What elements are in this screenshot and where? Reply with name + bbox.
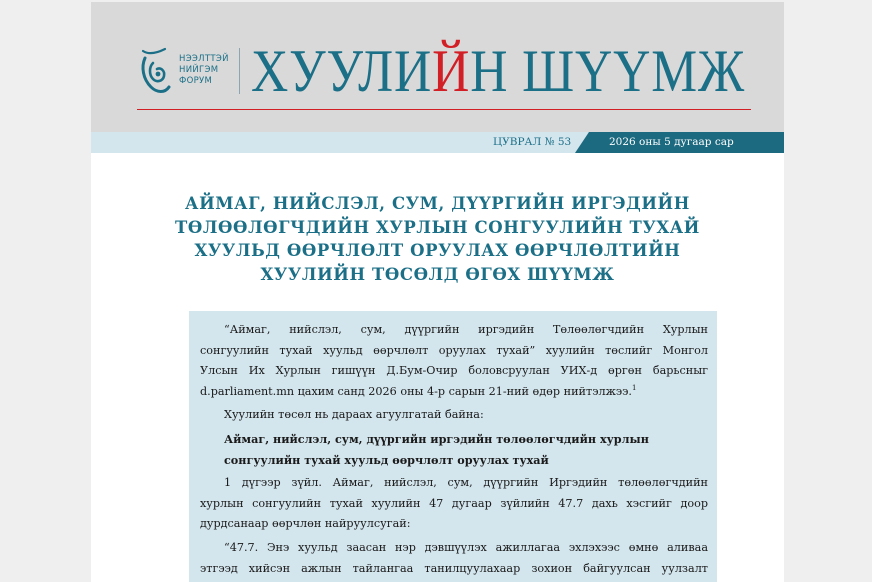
law-title-line: сонгуулийн тухай хуульд өөрчлөлт оруулах тухай bbox=[224, 452, 549, 467]
issue-date: 2026 оны 5 дугаар сар bbox=[609, 136, 734, 148]
heading-line: ХУУЛЬД ӨӨРЧЛӨЛТ ОРУУЛАХ ӨӨРЧЛӨЛТИЙН bbox=[194, 241, 681, 260]
paragraph-line: “47.7. Энэ хуульд заасан нэр дэвшүүлэх ажиллагаа эхлэхээс өмнө аливаа bbox=[224, 540, 708, 554]
logo-line: НИЙГЭМ bbox=[179, 65, 219, 75]
heading-line: ХУУЛИЙН ТӨСӨЛД ӨГӨХ ШҮҮМЖ bbox=[260, 264, 615, 284]
law-title-line: Аймаг, нийслэл, сум, дүүргийн иргэдийн төлөөлөгчдийн хурлын bbox=[224, 431, 649, 446]
logo-line: ФОРУМ bbox=[179, 76, 213, 86]
forum-logo-icon bbox=[139, 45, 173, 97]
title-part: ХУУЛИ bbox=[251, 38, 433, 104]
logo-line: НЭЭЛТТЭЙ bbox=[179, 54, 229, 64]
logo-wordmark bbox=[179, 54, 229, 87]
paragraph-line: “Аймаг, нийслэл, сум, дүүргийн иргэдийн Төлөөлөгчдийн Хурлын bbox=[224, 323, 708, 336]
paragraph-line: сонгуулийн тухай хуульд өөрчлөлт оруулах тухай” хуулийн төслийг Монгол bbox=[200, 343, 708, 357]
paragraph-line: хурлын сонгуулийн тухай хуулийн 47 дугаар зүйлийн 47.7 дахь хэсгийг доор bbox=[200, 496, 708, 510]
paragraph-line bbox=[200, 382, 708, 403]
paragraph-line: этгээд хийсэн ажлын тайлангаа танилцуулахаар зохион байгуулсан уулзалт bbox=[200, 561, 708, 575]
paragraph-line: Улсын Их Хурлын гишүүн Д.Бум-Очир боловсруулан УИХ-д өргөн барьсныг bbox=[200, 364, 708, 378]
paragraph-line: 1 дүгээр зүйл. Аймаг, нийслэл, сум, дүүргийн Иргэдийн төлөөлөгчдийн bbox=[224, 476, 708, 490]
document-heading bbox=[151, 192, 724, 286]
publication-title bbox=[251, 36, 745, 106]
heading-line: ТӨЛӨӨЛӨГЧДИЙН ХУРЛЫН СОНГУУЛИЙН ТУХАЙ bbox=[174, 217, 700, 237]
title-accent-letter: Й bbox=[432, 38, 471, 104]
summary-text bbox=[200, 320, 708, 579]
paragraph-line: Хуулийн төсөл нь дараах агуулгатай байна: bbox=[224, 408, 484, 422]
document-page bbox=[91, 2, 784, 582]
masthead-rule bbox=[137, 109, 751, 110]
title-part: Н ШҮҮМЖ bbox=[470, 38, 746, 104]
paragraph-line: дурдсанаар өөрчлөн найруулсугай: bbox=[200, 517, 411, 531]
logo-divider bbox=[239, 48, 240, 94]
paragraph-text: d.parliament.mn цахим санд 2026 оны 4-р сарын 21-ний өдөр нийтэлжээ. bbox=[200, 384, 632, 398]
heading-line: АЙМАГ, НИЙСЛЭЛ, СУМ, ДҮҮРГИЙН ИРГЭДИЙН bbox=[185, 194, 690, 213]
issue-number: ЦУВРАЛ № 53 bbox=[493, 136, 572, 148]
footnote-marker: 1 bbox=[631, 383, 637, 392]
